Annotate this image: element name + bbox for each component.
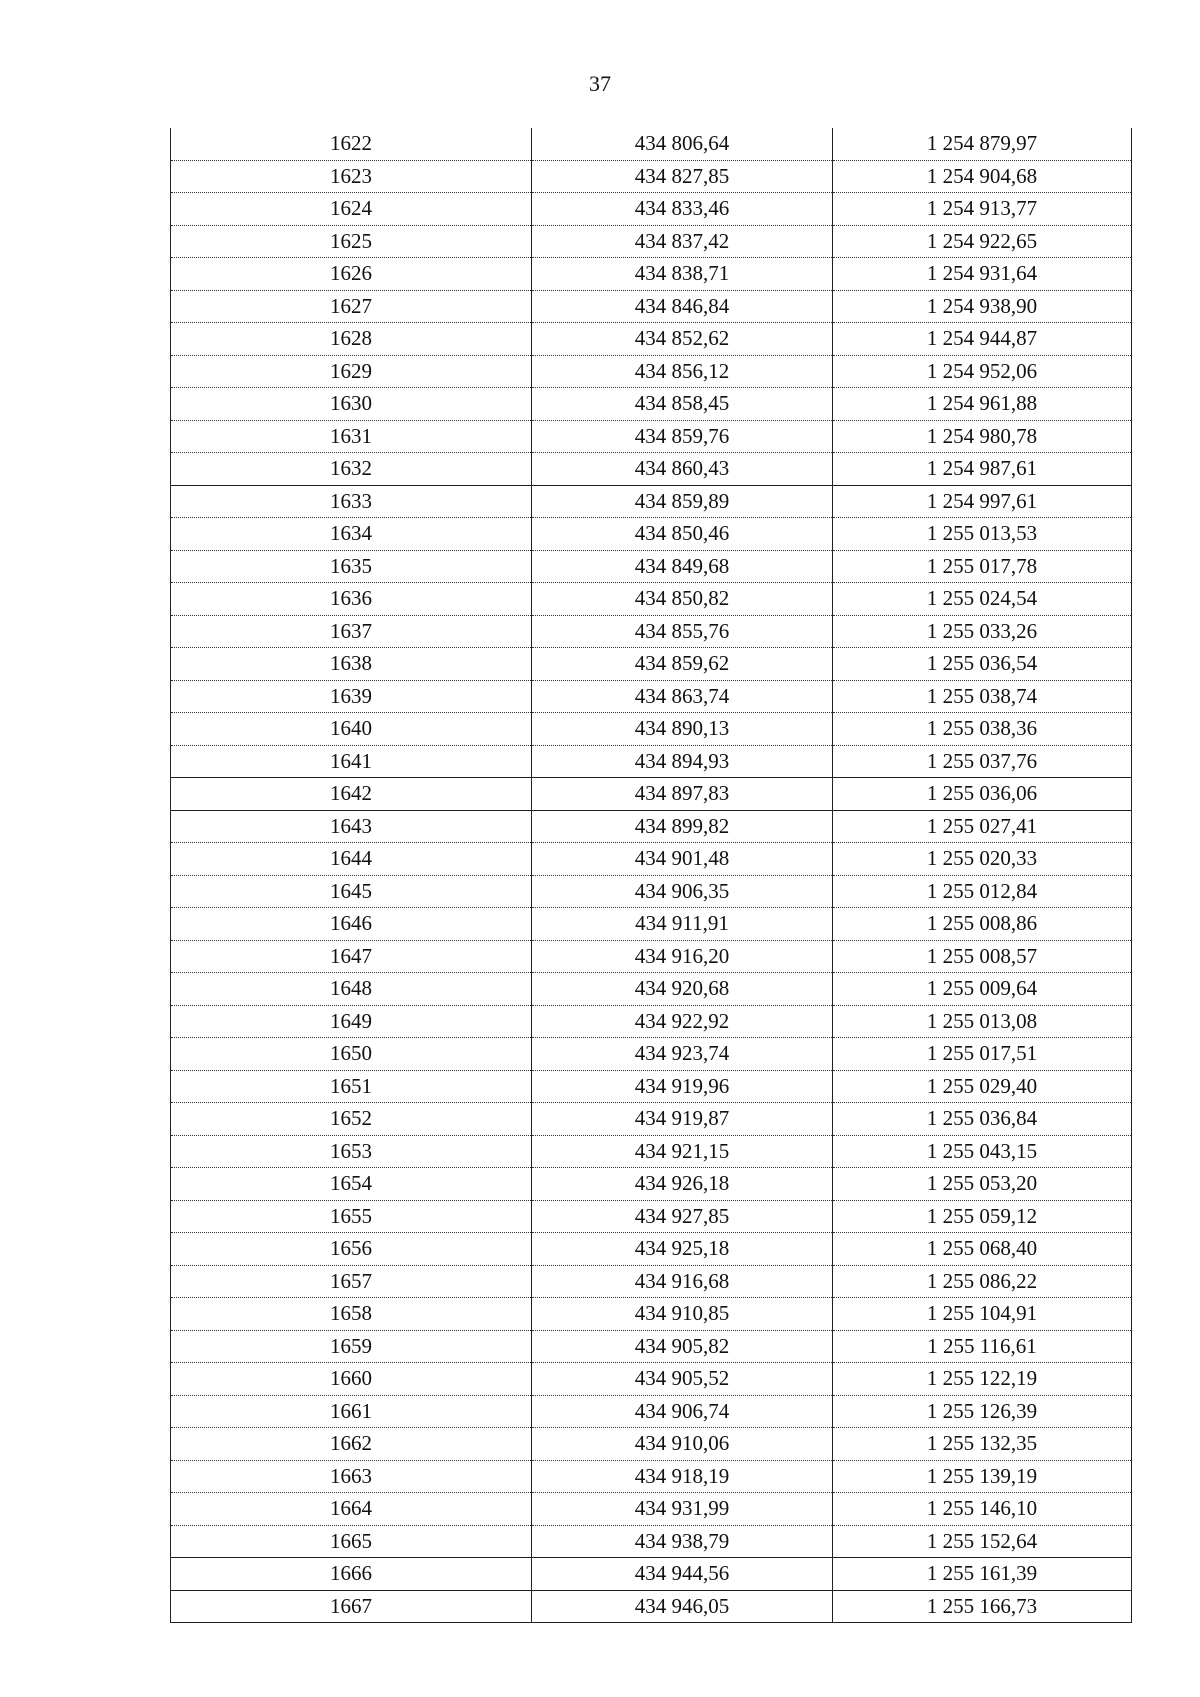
y-coordinate-cell: 1 254 944,87 [833, 323, 1132, 356]
point-number-cell: 1663 [171, 1460, 532, 1493]
page-number: 37 [589, 71, 611, 96]
y-coordinate-cell: 1 255 029,40 [833, 1070, 1132, 1103]
y-coordinate-cell: 1 255 068,40 [833, 1233, 1132, 1266]
table-row [171, 583, 1132, 616]
x-coordinate-cell: 434 850,82 [532, 583, 833, 616]
x-coordinate-cell: 434 827,85 [532, 160, 833, 193]
table-row [171, 128, 1132, 160]
x-coordinate-cell: 434 833,46 [532, 193, 833, 226]
point-number-cell: 1636 [171, 583, 532, 616]
point-number-cell: 1667 [171, 1590, 532, 1623]
point-number-cell: 1656 [171, 1233, 532, 1266]
point-number-cell: 1660 [171, 1363, 532, 1396]
point-number-cell: 1644 [171, 843, 532, 876]
table-row [171, 940, 1132, 973]
x-coordinate-cell: 434 926,18 [532, 1168, 833, 1201]
point-number-cell: 1635 [171, 550, 532, 583]
table-row [171, 388, 1132, 421]
table-row [171, 1363, 1132, 1396]
table-row [171, 160, 1132, 193]
table-row [171, 1395, 1132, 1428]
point-number-cell: 1624 [171, 193, 532, 226]
table-row [171, 1460, 1132, 1493]
table-row [171, 875, 1132, 908]
point-number-cell: 1646 [171, 908, 532, 941]
point-number-cell: 1653 [171, 1135, 532, 1168]
y-coordinate-cell: 1 255 086,22 [833, 1265, 1132, 1298]
y-coordinate-cell: 1 255 009,64 [833, 973, 1132, 1006]
point-number-cell: 1623 [171, 160, 532, 193]
point-number-cell: 1659 [171, 1330, 532, 1363]
point-number-cell: 1625 [171, 225, 532, 258]
y-coordinate-cell: 1 255 166,73 [833, 1590, 1132, 1623]
point-number-cell: 1652 [171, 1103, 532, 1136]
table-row [171, 518, 1132, 551]
point-number-cell: 1664 [171, 1493, 532, 1526]
y-coordinate-cell: 1 255 036,84 [833, 1103, 1132, 1136]
x-coordinate-cell: 434 931,99 [532, 1493, 833, 1526]
point-number-cell: 1657 [171, 1265, 532, 1298]
table-row [171, 680, 1132, 713]
table-row [171, 843, 1132, 876]
table-row [171, 713, 1132, 746]
point-number-cell: 1632 [171, 453, 532, 486]
table-row [171, 258, 1132, 291]
point-number-cell: 1654 [171, 1168, 532, 1201]
x-coordinate-cell: 434 846,84 [532, 290, 833, 323]
y-coordinate-cell: 1 254 938,90 [833, 290, 1132, 323]
x-coordinate-cell: 434 910,85 [532, 1298, 833, 1331]
y-coordinate-cell: 1 255 017,78 [833, 550, 1132, 583]
x-coordinate-cell: 434 918,19 [532, 1460, 833, 1493]
x-coordinate-cell: 434 916,20 [532, 940, 833, 973]
table-row [171, 1590, 1132, 1623]
y-coordinate-cell: 1 255 008,86 [833, 908, 1132, 941]
y-coordinate-cell: 1 255 008,57 [833, 940, 1132, 973]
table-row [171, 1038, 1132, 1071]
table-row [171, 323, 1132, 356]
y-coordinate-cell: 1 255 146,10 [833, 1493, 1132, 1526]
y-coordinate-cell: 1 254 913,77 [833, 193, 1132, 226]
x-coordinate-cell: 434 894,93 [532, 745, 833, 778]
point-number-cell: 1629 [171, 355, 532, 388]
table-row [171, 745, 1132, 778]
x-coordinate-cell: 434 859,62 [532, 648, 833, 681]
table-row [171, 453, 1132, 486]
point-number-cell: 1658 [171, 1298, 532, 1331]
table-row [171, 1265, 1132, 1298]
y-coordinate-cell: 1 254 952,06 [833, 355, 1132, 388]
table-row [171, 290, 1132, 323]
x-coordinate-cell: 434 920,68 [532, 973, 833, 1006]
x-coordinate-cell: 434 852,62 [532, 323, 833, 356]
table-row [171, 1525, 1132, 1558]
x-coordinate-cell: 434 899,82 [532, 810, 833, 843]
x-coordinate-cell: 434 897,83 [532, 778, 833, 811]
table-row [171, 1493, 1132, 1526]
y-coordinate-cell: 1 254 980,78 [833, 420, 1132, 453]
point-number-cell: 1622 [171, 128, 532, 160]
x-coordinate-cell: 434 946,05 [532, 1590, 833, 1623]
y-coordinate-cell: 1 254 931,64 [833, 258, 1132, 291]
point-number-cell: 1661 [171, 1395, 532, 1428]
x-coordinate-cell: 434 859,89 [532, 485, 833, 518]
y-coordinate-cell: 1 255 036,54 [833, 648, 1132, 681]
point-number-cell: 1649 [171, 1005, 532, 1038]
y-coordinate-cell: 1 255 027,41 [833, 810, 1132, 843]
table-row [171, 810, 1132, 843]
table-row [171, 615, 1132, 648]
table-row [171, 420, 1132, 453]
x-coordinate-cell: 434 944,56 [532, 1558, 833, 1591]
x-coordinate-cell: 434 855,76 [532, 615, 833, 648]
y-coordinate-cell: 1 255 139,19 [833, 1460, 1132, 1493]
table-row [171, 1200, 1132, 1233]
x-coordinate-cell: 434 910,06 [532, 1428, 833, 1461]
x-coordinate-cell: 434 850,46 [532, 518, 833, 551]
x-coordinate-cell: 434 911,91 [532, 908, 833, 941]
table-row [171, 1103, 1132, 1136]
x-coordinate-cell: 434 858,45 [532, 388, 833, 421]
point-number-cell: 1638 [171, 648, 532, 681]
point-number-cell: 1648 [171, 973, 532, 1006]
x-coordinate-cell: 434 859,76 [532, 420, 833, 453]
table-row [171, 1298, 1132, 1331]
y-coordinate-cell: 1 254 987,61 [833, 453, 1132, 486]
y-coordinate-cell: 1 255 020,33 [833, 843, 1132, 876]
y-coordinate-cell: 1 255 104,91 [833, 1298, 1132, 1331]
point-number-cell: 1662 [171, 1428, 532, 1461]
x-coordinate-cell: 434 806,64 [532, 128, 833, 160]
point-number-cell: 1650 [171, 1038, 532, 1071]
y-coordinate-cell: 1 255 161,39 [833, 1558, 1132, 1591]
y-coordinate-cell: 1 255 038,74 [833, 680, 1132, 713]
table-row [171, 1005, 1132, 1038]
point-number-cell: 1655 [171, 1200, 532, 1233]
point-number-cell: 1637 [171, 615, 532, 648]
y-coordinate-cell: 1 254 879,97 [833, 128, 1132, 160]
x-coordinate-cell: 434 923,74 [532, 1038, 833, 1071]
table-row [171, 193, 1132, 226]
table-row [171, 1428, 1132, 1461]
table-row [171, 485, 1132, 518]
y-coordinate-cell: 1 255 122,19 [833, 1363, 1132, 1396]
x-coordinate-cell: 434 938,79 [532, 1525, 833, 1558]
point-number-cell: 1626 [171, 258, 532, 291]
y-coordinate-cell: 1 255 036,06 [833, 778, 1132, 811]
table-row [171, 1135, 1132, 1168]
x-coordinate-cell: 434 919,96 [532, 1070, 833, 1103]
table-row [171, 778, 1132, 811]
x-coordinate-cell: 434 860,43 [532, 453, 833, 486]
y-coordinate-cell: 1 255 013,08 [833, 1005, 1132, 1038]
point-number-cell: 1642 [171, 778, 532, 811]
x-coordinate-cell: 434 901,48 [532, 843, 833, 876]
y-coordinate-cell: 1 255 059,12 [833, 1200, 1132, 1233]
table-row [171, 1233, 1132, 1266]
x-coordinate-cell: 434 849,68 [532, 550, 833, 583]
table-row [171, 973, 1132, 1006]
table-row [171, 1330, 1132, 1363]
y-coordinate-cell: 1 254 961,88 [833, 388, 1132, 421]
point-number-cell: 1640 [171, 713, 532, 746]
y-coordinate-cell: 1 254 922,65 [833, 225, 1132, 258]
y-coordinate-cell: 1 255 024,54 [833, 583, 1132, 616]
point-number-cell: 1666 [171, 1558, 532, 1591]
point-number-cell: 1634 [171, 518, 532, 551]
table-row [171, 908, 1132, 941]
x-coordinate-cell: 434 906,74 [532, 1395, 833, 1428]
table-row [171, 225, 1132, 258]
table-row [171, 648, 1132, 681]
point-number-cell: 1627 [171, 290, 532, 323]
point-number-cell: 1641 [171, 745, 532, 778]
point-number-cell: 1628 [171, 323, 532, 356]
point-number-cell: 1651 [171, 1070, 532, 1103]
point-number-cell: 1633 [171, 485, 532, 518]
y-coordinate-cell: 1 255 132,35 [833, 1428, 1132, 1461]
point-number-cell: 1631 [171, 420, 532, 453]
x-coordinate-cell: 434 856,12 [532, 355, 833, 388]
y-coordinate-cell: 1 255 038,36 [833, 713, 1132, 746]
table-row [171, 355, 1132, 388]
y-coordinate-cell: 1 254 997,61 [833, 485, 1132, 518]
y-coordinate-cell: 1 255 043,15 [833, 1135, 1132, 1168]
x-coordinate-cell: 434 925,18 [532, 1233, 833, 1266]
y-coordinate-cell: 1 255 013,53 [833, 518, 1132, 551]
y-coordinate-cell: 1 255 053,20 [833, 1168, 1132, 1201]
point-number-cell: 1647 [171, 940, 532, 973]
point-number-cell: 1643 [171, 810, 532, 843]
coordinates-table-body [171, 128, 1132, 1623]
y-coordinate-cell: 1 255 116,61 [833, 1330, 1132, 1363]
table-row [171, 1070, 1132, 1103]
y-coordinate-cell: 1 254 904,68 [833, 160, 1132, 193]
x-coordinate-cell: 434 838,71 [532, 258, 833, 291]
x-coordinate-cell: 434 890,13 [532, 713, 833, 746]
x-coordinate-cell: 434 927,85 [532, 1200, 833, 1233]
x-coordinate-cell: 434 919,87 [532, 1103, 833, 1136]
x-coordinate-cell: 434 905,52 [532, 1363, 833, 1396]
x-coordinate-cell: 434 916,68 [532, 1265, 833, 1298]
x-coordinate-cell: 434 921,15 [532, 1135, 833, 1168]
table-row [171, 1558, 1132, 1591]
point-number-cell: 1639 [171, 680, 532, 713]
x-coordinate-cell: 434 837,42 [532, 225, 833, 258]
coordinates-table [170, 128, 1132, 1623]
y-coordinate-cell: 1 255 017,51 [833, 1038, 1132, 1071]
x-coordinate-cell: 434 906,35 [532, 875, 833, 908]
point-number-cell: 1645 [171, 875, 532, 908]
x-coordinate-cell: 434 905,82 [532, 1330, 833, 1363]
x-coordinate-cell: 434 922,92 [532, 1005, 833, 1038]
y-coordinate-cell: 1 255 012,84 [833, 875, 1132, 908]
y-coordinate-cell: 1 255 126,39 [833, 1395, 1132, 1428]
x-coordinate-cell: 434 863,74 [532, 680, 833, 713]
table-row [171, 1168, 1132, 1201]
y-coordinate-cell: 1 255 037,76 [833, 745, 1132, 778]
point-number-cell: 1630 [171, 388, 532, 421]
y-coordinate-cell: 1 255 033,26 [833, 615, 1132, 648]
point-number-cell: 1665 [171, 1525, 532, 1558]
y-coordinate-cell: 1 255 152,64 [833, 1525, 1132, 1558]
table-row [171, 550, 1132, 583]
